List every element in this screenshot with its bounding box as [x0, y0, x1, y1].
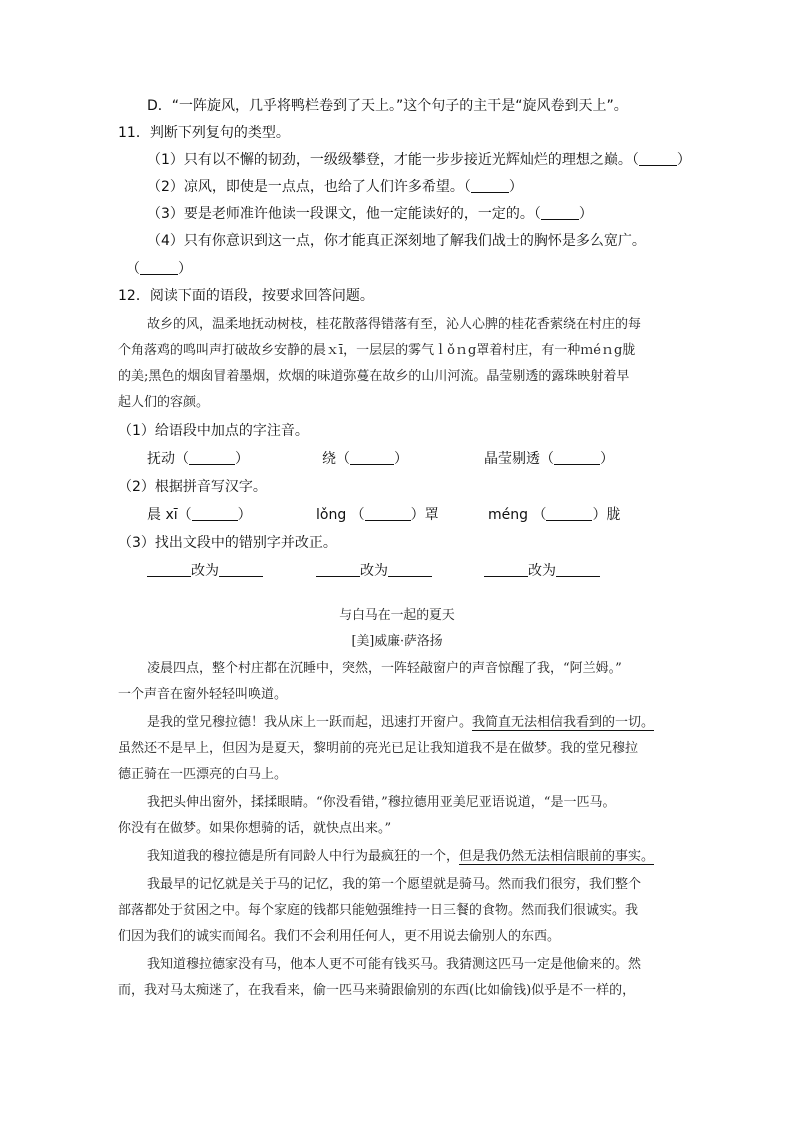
- sub3-pair-2: [316, 560, 432, 582]
- sub3-pair-1: [147, 560, 263, 582]
- story-text: 我知道我的穆拉德是所有同龄人中行为最疯狂的一个，: [147, 849, 460, 864]
- close-paren: ）: [578, 206, 593, 222]
- story-line-2: 一个声音在窗外轻轻叫唤道。: [118, 687, 288, 702]
- sub2-item-1-text: 晨 xī（: [147, 507, 192, 523]
- close-paren: ）: [178, 261, 192, 277]
- story-line-13: 而，我对马太痴迷了，在我看来，偷一匹马来骑跟偷别的东西(比如偷钱)似乎是不一样的，: [118, 983, 636, 998]
- q11-item-1-text: （1）只有以不懈的韧劲，一级级攀登，才能一步步接近光辉灿烂的理想之巅。（: [147, 152, 639, 168]
- answer-blank[interactable]: [350, 450, 394, 465]
- q12-stem: 12．阅读下面的语段，按要求回答问题。: [118, 288, 374, 304]
- answer-blank[interactable]: [471, 178, 509, 193]
- change-to-label: 改为: [528, 563, 556, 579]
- sub1-item-1-text: 抚动（: [147, 451, 189, 467]
- q11-item-2-text: （2）凉风，即使是一点点，也给了人们许多希望。（: [147, 179, 471, 195]
- story-line-11: 们因为我们的诚实而闻名。我们不会利用任何人，更不用说去偷别人的东西。: [118, 929, 561, 944]
- story-line-6: 我把头伸出窗外，揉揉眼睛。“你没看错，”穆拉德用亚美尼亚语说道，“是一匹马。: [147, 795, 616, 810]
- close-paren: ）: [237, 507, 252, 523]
- sub2-item-2-text: lǒng （: [316, 507, 365, 523]
- q11-item-4: （4）只有你意识到这一点，你才能真正深刻地了解我们战士的胸怀是多么宽广。: [147, 233, 646, 249]
- sub2-item-2: [316, 504, 439, 526]
- answer-blank[interactable]: [639, 151, 677, 166]
- answer-blank[interactable]: [140, 260, 178, 275]
- sub2-item-3-text: méng （: [488, 507, 547, 523]
- passage-line-2: 个角落鸡的鸣叫声打破故乡安静的晨ｘī，一层层的雾气ｌǒｎg罩着村庄，有一种ｍéｎg胧: [118, 343, 636, 358]
- passage-line-3: 的美;黑色的烟囱冒着墨烟，炊烟的味道弥蔓在故乡的山川河流。晶莹剔透的露珠映射着早: [118, 369, 630, 384]
- q11-stem: 11．判断下列复句的类型。: [118, 125, 290, 141]
- open-paren: （: [126, 261, 140, 277]
- q12-sub3: （3）找出文段中的错别字并改正。: [118, 535, 337, 551]
- story-line-10: 部落都处于贫困之中。每个家庭的钱都只能勉强维持一日三餐的食物。然而我们很诚实。我: [118, 903, 639, 918]
- answer-blank[interactable]: [219, 562, 263, 577]
- change-to-label: 改为: [191, 563, 219, 579]
- sub1-item-1: [147, 448, 249, 470]
- answer-blank[interactable]: [316, 562, 360, 577]
- story-line-9: 我最早的记忆就是关于马的记忆，我的第一个愿望就是骑马。然而我们很穷，我们整个: [147, 877, 642, 892]
- answer-blank[interactable]: [147, 562, 191, 577]
- close-paren: ）: [676, 152, 691, 168]
- q11-item-1: [147, 149, 691, 171]
- sub2-item-3-suffix: ）胧: [592, 507, 621, 523]
- sub1-item-3-text: 晶莹剔透（: [484, 451, 554, 467]
- answer-blank[interactable]: [484, 562, 528, 577]
- passage-line-1: 故乡的风，温柔地抚动树枝，桂花散落得错落有至，沁人心脾的桂花香萦绕在村庄的每: [147, 317, 642, 332]
- close-paren: ）: [508, 179, 523, 195]
- answer-blank[interactable]: [365, 506, 411, 521]
- sub1-item-3: [484, 448, 614, 470]
- answer-blank[interactable]: [189, 450, 235, 465]
- change-to-label: 改为: [360, 563, 388, 579]
- underlined-sentence: 我简直无法相信我看到的一切。: [472, 715, 655, 730]
- q11-item-4-answer: [126, 258, 192, 280]
- story-author: [美]威廉·萨洛扬: [351, 634, 443, 649]
- sub3-pair-3: [484, 560, 600, 582]
- story-line-7: 你没有在做梦。如果你想骑的话，就快点出来。”: [118, 821, 392, 836]
- close-paren: ）: [235, 451, 249, 467]
- sub2-item-1: [147, 504, 252, 526]
- q11-item-2: [147, 176, 523, 198]
- story-line-12: 我知道穆拉德家没有马，他本人更不可能有钱买马。我猜测这匹马一定是他偷来的。然: [147, 957, 642, 972]
- answer-blank[interactable]: [556, 562, 600, 577]
- story-text: 是我的堂兄穆拉德！我从床上一跃而起，迅速打开窗户。: [147, 715, 473, 730]
- answer-blank[interactable]: [541, 205, 579, 220]
- story-title: 与白马在一起的夏天: [339, 608, 455, 623]
- story-line-5: 德正骑在一匹漂亮的白马上。: [118, 767, 288, 782]
- q11-item-3: [147, 203, 593, 225]
- story-line-1: 凌晨四点，整个村庄都在沉睡中，突然，一阵轻敲窗户的声音惊醒了我，“阿兰姆。”: [147, 661, 622, 676]
- sub2-item-3: [488, 504, 620, 526]
- close-paren: ）: [600, 451, 614, 467]
- q11-item-3-text: （3）要是老师准许他读一段课文，他一定能读好的，一定的。（: [147, 206, 541, 222]
- answer-blank[interactable]: [192, 506, 238, 521]
- answer-blank[interactable]: [546, 506, 592, 521]
- sub1-item-2: [322, 448, 408, 470]
- story-line-3: [147, 712, 654, 734]
- q12-sub1: （1）给语段中加点的字注音。: [118, 423, 309, 439]
- underlined-sentence: 但是我仍然无法相信眼前的事实。: [459, 849, 655, 864]
- sub1-item-2-text: 绕（: [322, 451, 350, 467]
- story-line-4: 虽然还不是早上，但因为是夏天，黎明前的亮光已足让我知道我不是在做梦。我的堂兄穆拉: [118, 741, 639, 756]
- q10-option-d: D．“一阵旋风，几乎将鸭栏卷到了天上。”这个句子的主干是“旋风卷到天上”。: [147, 98, 628, 114]
- story-line-8: [147, 846, 654, 868]
- answer-blank[interactable]: [388, 562, 432, 577]
- close-paren: ）: [394, 451, 408, 467]
- sub2-item-2-suffix: ）罩: [410, 507, 439, 523]
- q12-sub2: （2）根据拼音写汉字。: [118, 479, 267, 495]
- passage-line-4: 起人们的容颜。: [118, 395, 210, 410]
- answer-blank[interactable]: [554, 450, 600, 465]
